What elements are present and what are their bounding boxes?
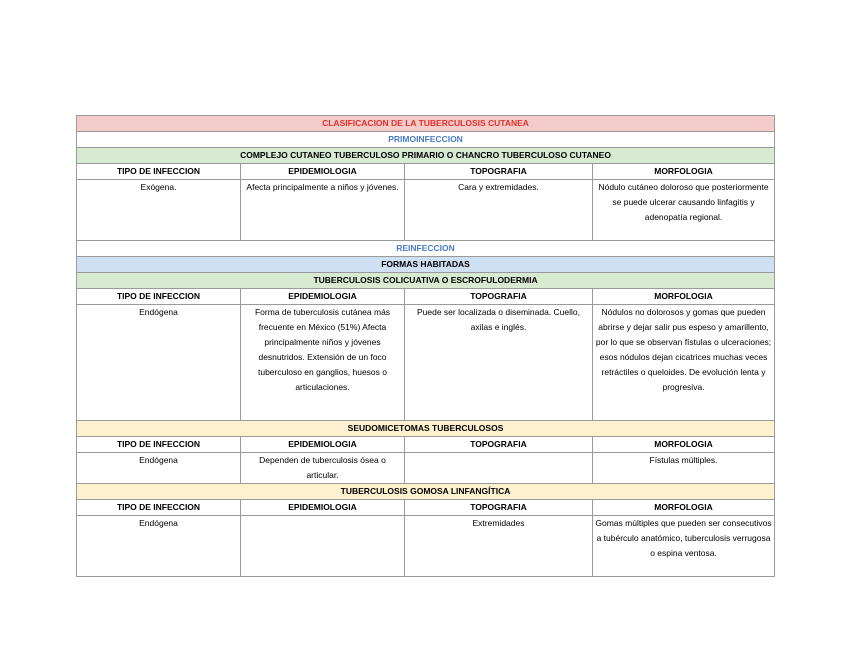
header-tipo: TIPO DE INFECCION [77,289,241,305]
gomosa-title: TUBERCULOSIS GOMOSA LINFANGÍTICA [77,484,775,500]
header-topografia: TOPOGRAFIA [405,289,593,305]
colicuativa-morfologia: Nódulos no dolorosos y gomas que pueden abrirse y dejar salir pus espeso y amarillento, por lo que se observan fístulas o ulceraciones; esos nódulos dejan cicatrices muchas veces retráctiles o queloides. De evolución lenta y progresiva. [593,305,775,421]
primoinfeccion-label: PRIMOINFECCION [77,132,775,148]
table-title: CLASIFICACION DE LA TUBERCULOSIS CUTANEA [77,116,775,132]
header-morfologia: MORFOLOGIA [593,164,775,180]
header-epidemiologia: EPIDEMIOLOGIA [241,500,405,516]
header-epidemiologia: EPIDEMIOLOGIA [241,289,405,305]
header-topografia: TOPOGRAFIA [405,437,593,453]
primo-morfologia: Nódulo cutáneo doloroso que posteriormente se puede ulcerar causando linfagitis y adenopatía regional. [593,180,775,241]
formas-habitadas-label: FORMAS HABITADAS [77,257,775,273]
gomosa-morfologia: Gomas múltiples que pueden ser consecutivos a tubérculo anatómico, tuberculosis verrugosa o espina ventosa. [593,516,775,577]
seudomicetomas-title: SEUDOMICETOMAS TUBERCULOSOS [77,421,775,437]
seudomicetomas-morfologia: Fístulas múltiples. [593,453,775,484]
header-topografia: TOPOGRAFIA [405,164,593,180]
header-morfologia: MORFOLOGIA [593,289,775,305]
primo-epidemiologia: Afecta principalmente a niños y jóvenes. [241,180,405,241]
header-epidemiologia: EPIDEMIOLOGIA [241,164,405,180]
seudomicetomas-topografia [405,453,593,484]
header-morfologia: MORFOLOGIA [593,500,775,516]
seudomicetomas-tipo: Endógena [77,453,241,484]
colicuativa-tipo: Endógena [77,305,241,421]
header-epidemiologia: EPIDEMIOLOGIA [241,437,405,453]
header-tipo: TIPO DE INFECCION [77,164,241,180]
primo-topografia: Cara y extremidades. [405,180,593,241]
colicuativa-title: TUBERCULOSIS COLICUATIVA O ESCROFULODERMIA [77,273,775,289]
colicuativa-epidemiologia: Forma de tuberculosis cutánea más frecuente en México (51%) Afecta principalmente niños y jóvenes desnutridos. Extensión de un foco tuberculoso en ganglios, huesos o articulaciones. [241,305,405,421]
gomosa-epidemiologia [241,516,405,577]
primo-subtitle: COMPLEJO CUTANEO TUBERCULOSO PRIMARIO O CHANCRO TUBERCULOSO CUTANEO [77,148,775,164]
header-topografia: TOPOGRAFIA [405,500,593,516]
primo-tipo: Exógena. [77,180,241,241]
header-tipo: TIPO DE INFECCION [77,500,241,516]
gomosa-topografia: Extremidades [405,516,593,577]
colicuativa-topografia: Puede ser localizada o diseminada. Cuello, axilas e inglés. [405,305,593,421]
gomosa-tipo: Endógena [77,516,241,577]
reinfeccion-label: REINFECCION [77,241,775,257]
header-tipo: TIPO DE INFECCION [77,437,241,453]
classification-table [76,115,775,577]
seudomicetomas-epidemiologia: Dependen de tuberculosis ósea o articular. [241,453,405,484]
header-morfologia: MORFOLOGIA [593,437,775,453]
